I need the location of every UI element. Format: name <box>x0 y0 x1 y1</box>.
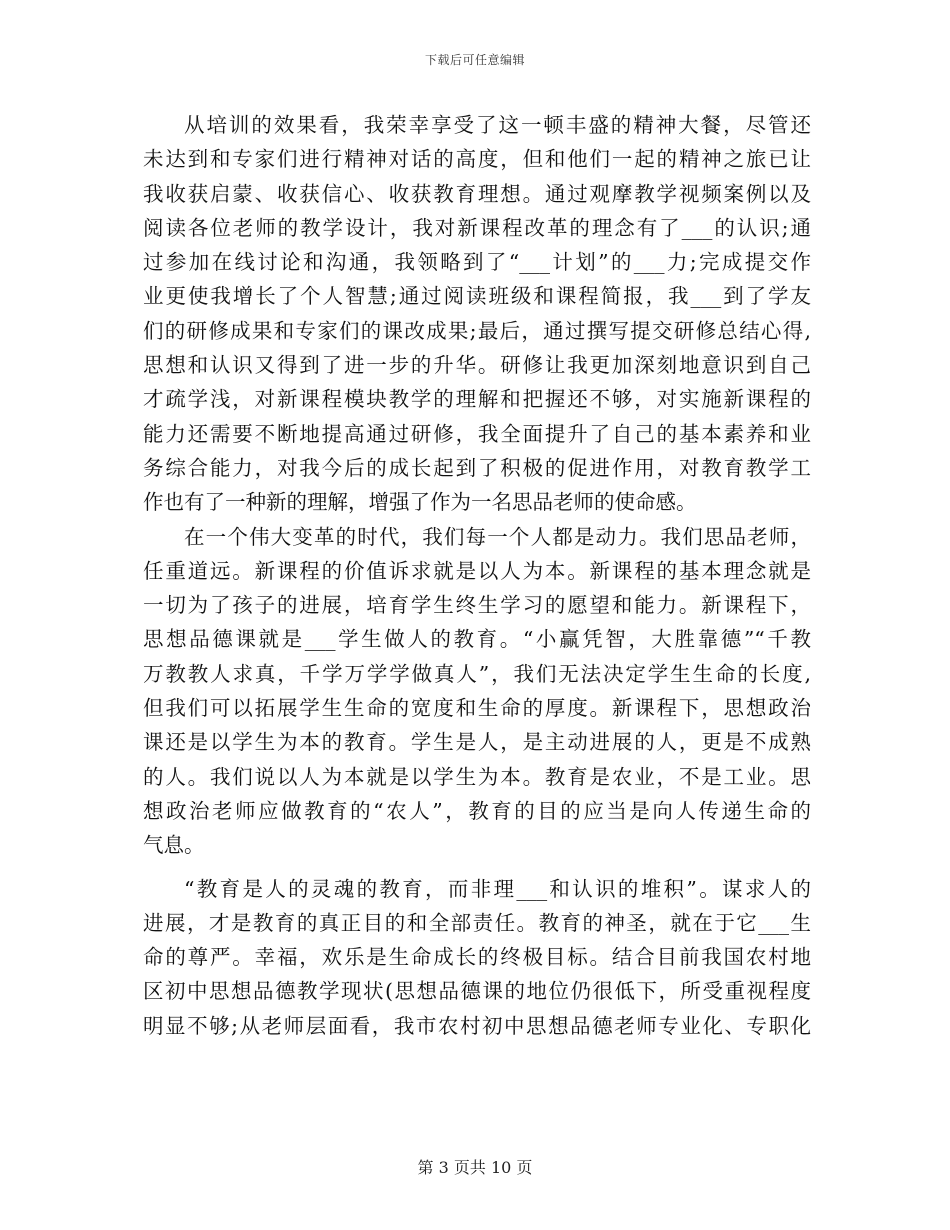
text-line: 业更使我增长了个人智慧;通过阅读班级和课程简报，我___到了学友 <box>143 284 811 309</box>
text-line: 气息。 <box>143 833 205 858</box>
text-line: 未达到和专家们进行精神对话的高度，但和他们一起的精神之旅已让 <box>143 147 811 172</box>
text-line: 过参加在线讨论和沟通，我领略到了“___计划”的___力;完成提交作 <box>143 250 811 275</box>
text-line: 万教教人求真，千学万学学做真人”，我们无法决定学生生命的长度, <box>143 661 811 686</box>
text-line: 区初中思想品德教学现状(思想品德课的地位仍很低下，所受重视程度 <box>143 979 811 1004</box>
text-line: 一切为了孩子的进展，培育学生终生学习的愿望和能力。新课程下， <box>143 593 811 618</box>
text-line: 从培训的效果看，我荣幸享受了这一顿丰盛的精神大餐，尽管还 <box>184 113 811 137</box>
text-line: 在一个伟大变革的时代，我们每一个人都是动力。我们思品老师， <box>184 524 811 549</box>
text-line: 才疏学浅，对新课程模块教学的理解和把握还不够，对实施新课程的 <box>143 387 811 412</box>
text-line: 明显不够;从老师层面看，我市农村初中思想品德老师专业化、专职化 <box>143 1013 811 1038</box>
text-line: 能力还需要不断地提高通过研修，我全面提升了自己的基本素养和业 <box>143 421 811 446</box>
page-header: 下载后可任意编辑 <box>424 53 525 67</box>
text-line: 们的研修成果和专家们的课改成果;最后，通过撰写提交研修总结心得, <box>143 318 811 343</box>
text-line: 阅读各位老师的教学设计，我对新课程改革的理念有了___的认识;通 <box>143 215 811 240</box>
text-line: “教育是人的灵魂的教育，而非理___和认识的堆积”。谋求人的 <box>184 876 811 901</box>
document-body <box>143 108 811 1043</box>
text-line: 思想品德课就是___学生做人的教育。“小赢凭智，大胜靠德”“千教 <box>143 627 811 652</box>
paragraph <box>143 108 811 520</box>
text-line: 想政治老师应做教育的“农人”，教育的目的应当是向人传递生命的 <box>143 798 811 823</box>
text-line: 进展，才是教育的真正目的和全部责任。教育的神圣，就在于它___生 <box>143 910 811 935</box>
text-line: 课还是以学生为本的教育。学生是人，是主动进展的人，更是不成熟 <box>143 730 811 755</box>
paragraph <box>143 872 811 1043</box>
paragraph-spacer <box>143 863 811 872</box>
text-line: 思想和认识又得到了进一步的升华。研修让我更加深刻地意识到自己 <box>143 353 811 378</box>
text-line: 作也有了一种新的理解，增强了作为一名思品老师的使命感。 <box>143 490 697 515</box>
text-line: 但我们可以拓展学生生命的宽度和生命的厚度。新课程下，思想政治 <box>143 696 811 721</box>
text-line: 的人。我们说以人为本就是以学生为本。教育是农业，不是工业。思 <box>143 764 811 789</box>
text-line: 我收获启蒙、收获信心、收获教育理想。通过观摩教学视频案例以及 <box>143 181 811 206</box>
paragraph <box>143 520 811 863</box>
page-footer: 第 3 页共 10 页 <box>417 1158 533 1177</box>
text-line: 任重道远。新课程的价值诉求就是以人为本。新课程的基本理念就是 <box>143 558 811 583</box>
text-line: 务综合能力，对我今后的成长起到了积极的促进作用，对教育教学工 <box>143 455 811 480</box>
text-line: 命的尊严。幸福，欢乐是生命成长的终极目标。结合目前我国农村地 <box>143 945 811 970</box>
